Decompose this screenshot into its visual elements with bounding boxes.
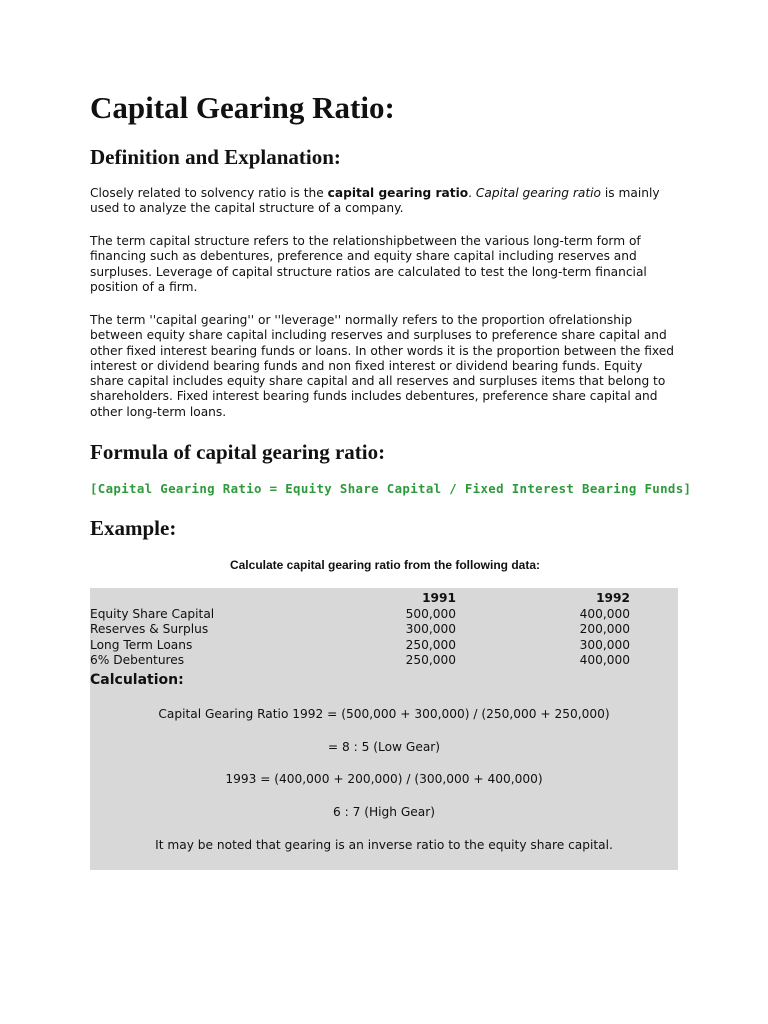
row-value-1992: 400,000: [579, 606, 630, 621]
definition-paragraph-2: The term capital structure refers to the relationshipbetween the various long-term form of financing such as debentures, preference and equity share capital including reserves and surpluses. Leverage of capital structure ratios are calculated to test the long-term financial position of a firm.: [90, 234, 647, 294]
calculation-line-5: It may be noted that gearing is an inverse ratio to the equity share capital.: [155, 838, 613, 852]
row-label: 6% Debentures: [90, 653, 185, 667]
table-header-row: [90, 591, 630, 607]
p1-text-3: is mainly used to analyze the capital structure of a company.: [90, 186, 660, 216]
example-subtitle: Calculate capital gearing ratio from the following data:: [229, 558, 541, 572]
row-label: Equity Share Capital: [90, 606, 215, 621]
p1-italic-term: Capital gearing ratio: [475, 186, 602, 200]
p1-text-1: Closely related to solvency ratio is the: [90, 186, 328, 200]
calculation-line-1: Capital Gearing Ratio 1992 = (500,000 + 300,000) / (250,000 + 250,000): [158, 707, 610, 721]
p1-bold-term: capital gearing ratio: [327, 186, 469, 200]
example-heading: Example:: [90, 516, 177, 540]
table-header-label: [90, 591, 345, 607]
table-row: [90, 653, 630, 669]
row-value-1991: 250,000: [405, 637, 456, 652]
example-data-box: [90, 588, 678, 870]
table-header-1991: 1991: [422, 591, 456, 605]
row-label: Reserves & Surplus: [90, 622, 209, 636]
definition-heading: Definition and Explanation:: [90, 145, 341, 169]
calculation-line-4: 6 : 7 (High Gear): [332, 805, 436, 819]
row-label: Long Term Loans: [90, 637, 193, 652]
p1-text-2: .: [468, 186, 476, 200]
table-header-1992: 1992: [596, 591, 630, 605]
table-row: [90, 638, 630, 654]
formula-text: [Capital Gearing Ratio = Equity Share Capital / Fixed Interest Bearing Funds]: [90, 481, 692, 496]
table-row: [90, 607, 630, 623]
row-value-1992: 300,000: [579, 637, 630, 652]
definition-paragraph-3: The term ''capital gearing'' or ''leverage'' normally refers to the proportion ofrelationship between equity share capital including reserves and surpluses to preference share capital and other fixed interest bearing funds or loans. In other words it is the proportion between the fixed interest or dividend bearing funds and non fixed interest or dividend bearing funds. Equity share capital includes equity share capital and all reserves and surpluses items that belong to shareholders. Fixed interest bearing funds includes debentures, preference share capital and other long-term loans.: [90, 313, 674, 419]
row-value-1991: 250,000: [405, 653, 456, 667]
row-value-1992: 400,000: [579, 653, 630, 667]
row-value-1991: 500,000: [405, 606, 456, 621]
example-data-table: [90, 591, 630, 669]
calculation-line-3: 1993 = (400,000 + 200,000) / (300,000 + 400,000): [225, 772, 543, 786]
calculation-line-2: = 8 : 5 (Low Gear): [327, 740, 441, 754]
calculation-title: Calculation:: [90, 672, 184, 688]
page-title: Capital Gearing Ratio:: [90, 90, 395, 125]
definition-paragraph-1: [90, 186, 680, 217]
row-value-1991: 300,000: [405, 622, 456, 636]
table-row: [90, 622, 630, 638]
formula-heading: Formula of capital gearing ratio:: [90, 440, 386, 464]
row-value-1992: 200,000: [579, 622, 630, 636]
